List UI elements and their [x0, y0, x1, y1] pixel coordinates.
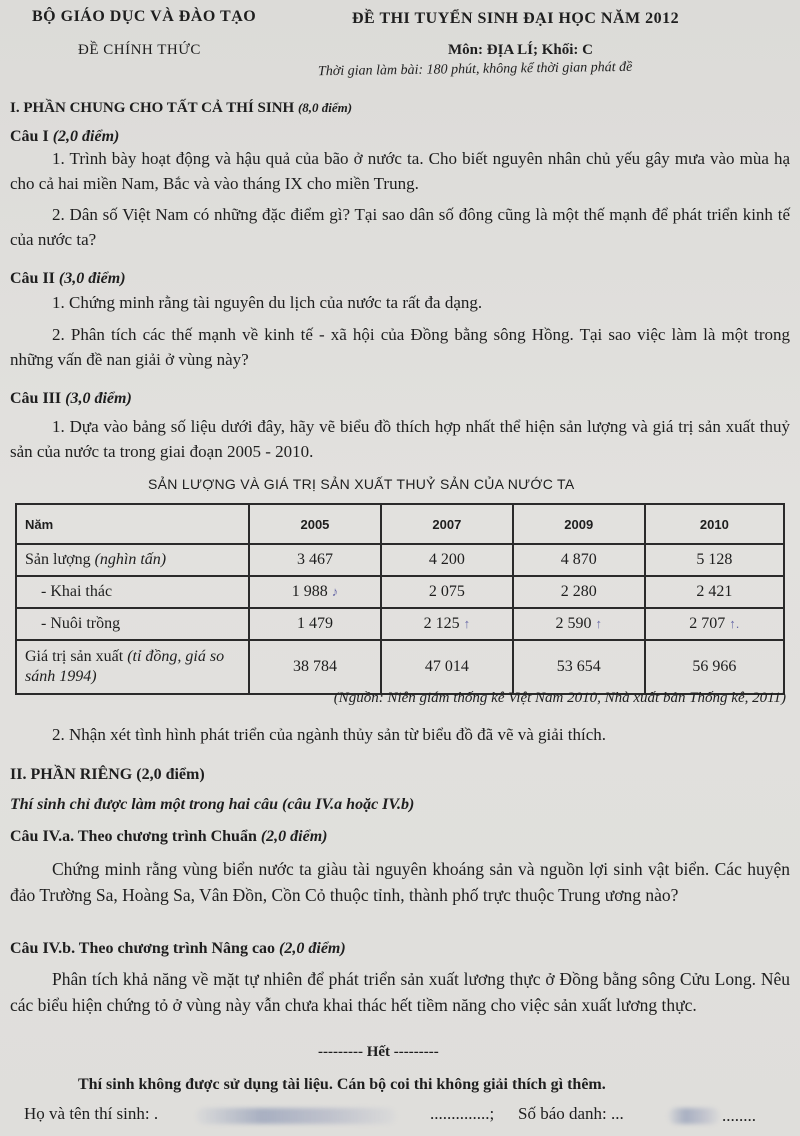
table-cell: 2 125 ↑ — [381, 608, 513, 640]
q4b-title: Câu IV.b. Theo chương trình Nâng cao — [10, 940, 276, 957]
row-label: Sản lượng (nghìn tấn) — [16, 544, 249, 576]
exam-title: ĐỀ THI TUYỂN SINH ĐẠI HỌC NĂM 2012 — [352, 10, 680, 27]
candidate-name-dots: ..............; — [430, 1104, 495, 1123]
redacted-name — [196, 1108, 396, 1124]
table-row — [16, 576, 784, 608]
table-row — [16, 608, 784, 640]
table-cell: 2 590 ↑ — [513, 608, 645, 640]
part1-heading — [10, 100, 352, 117]
exam-note: Thí sinh không được sử dụng tài liệu. Cán bộ coi thi không giải thích gì thêm. — [78, 1076, 606, 1093]
q1-points: (2,0 điểm) — [52, 128, 120, 145]
table-header-row — [16, 504, 784, 544]
q3-item1: 1. Dựa vào bảng số liệu dưới đây, hãy vẽ biểu đồ thích hợp nhất thể hiện sản lượng và giá trị sản xuất thuỷ sản của nước ta trong giai đoạn 2005 - 2010. — [10, 417, 790, 461]
part2-title: II. PHẦN RIÊNG — [10, 766, 133, 783]
ministry-name: BỘ GIÁO DỤC VÀ ĐÀO TẠO — [32, 8, 257, 25]
q1-title: Câu I — [10, 128, 49, 145]
q2-points: (3,0 điểm) — [58, 270, 126, 287]
table-source: (Nguồn: Niên giám thống kê Việt Nam 2010, Nhà xuất bản Thống kê, 2011) — [333, 690, 786, 706]
part1-points: (8,0 điểm) — [297, 100, 353, 115]
table-title: SẢN LƯỢNG VÀ GIÁ TRỊ SẢN XUẤT THUỶ SẢN CỦA NƯỚC TA — [148, 476, 575, 492]
row-label: - Khai thác — [16, 576, 249, 608]
part1-title: I. PHẦN CHUNG CHO TẤT CẢ THÍ SINH — [10, 100, 295, 116]
q4a-heading — [10, 828, 328, 846]
q1-item2: 2. Dân số Việt Nam có những đặc điểm gì? Tại sao dân số đông cũng là một thế mạnh để phát triển kinh tế của nước ta? — [10, 205, 790, 249]
q3-item2: 2. Nhận xét tình hình phát triển của ngành thủy sản từ biểu đồ đã vẽ và giải thích. — [52, 725, 607, 744]
q2-title: Câu II — [10, 270, 55, 287]
table-header-cell: 2007 — [381, 504, 513, 544]
end-marker: --------- Hết --------- — [318, 1044, 439, 1060]
row-label: Giá trị sản xuất (tỉ đồng, giá so sánh 1994) — [16, 640, 249, 694]
part2-instruction: Thí sinh chỉ được làm một trong hai câu (câu IV.a hoặc IV.b) — [10, 796, 415, 813]
q4b-points: (2,0 điểm) — [279, 940, 346, 957]
table-header-cell: Năm — [16, 504, 249, 544]
table-cell: 2 421 — [645, 576, 784, 608]
table-cell: 2 075 — [381, 576, 513, 608]
pen-mark: ↑. — [729, 616, 740, 631]
official-label: ĐỀ CHÍNH THỨC — [78, 42, 201, 58]
table-cell: 1 988 ♪ — [249, 576, 381, 608]
subject-line: Môn: ĐỊA LÍ; Khối: C — [448, 42, 594, 58]
table-cell: 2 280 — [513, 576, 645, 608]
q4b-heading — [10, 940, 346, 958]
q2-item1: 1. Chứng minh rằng tài nguyên du lịch của nước ta rất đa dạng. — [52, 293, 483, 312]
table-cell: 4 200 — [381, 544, 513, 576]
time-line: Thời gian làm bài: 180 phút, không kể thời gian phát đề — [317, 59, 633, 80]
q3-title: Câu III — [10, 390, 62, 407]
q3-heading — [10, 386, 132, 412]
q2-item2: 2. Phân tích các thế mạnh về kinh tế - xã hội của Đồng bằng sông Hồng. Tại sao việc làm là một trong những vấn đề nan giải ở vùng này? — [10, 325, 790, 369]
table-row — [16, 544, 784, 576]
pen-mark: ↑ — [463, 616, 471, 631]
q1-item1: 1. Trình bày hoạt động và hậu quả của bão ở nước ta. Cho biết nguyên nhân chủ yếu gây mưa vào mùa hạ cho cả hai miền Nam, Bắc và vào tháng IX cho miền Trung. — [10, 149, 790, 193]
table-header-cell: 2005 — [249, 504, 381, 544]
table-header-cell: 2010 — [645, 504, 784, 544]
table-cell: 3 467 — [249, 544, 381, 576]
q4a-points: (2,0 điểm) — [260, 828, 328, 845]
q2-heading — [10, 266, 126, 292]
q3-points: (3,0 điểm) — [65, 390, 132, 407]
table-cell: 4 870 — [513, 544, 645, 576]
row-label: - Nuôi trồng — [16, 608, 249, 640]
redacted-id — [668, 1108, 720, 1124]
candidate-id-label: Số báo danh: ... — [518, 1104, 624, 1123]
part2-heading — [10, 766, 205, 784]
table-cell: 1 479 — [249, 608, 381, 640]
q4a-text: Chứng minh rằng vùng biển nước ta giàu tài nguyên khoáng sản và nguồn lợi sinh vật biển. Các huyện đảo Trường Sa, Hoàng Sa, Vân Đồn, Cồn Cỏ thuộc tỉnh, thành phố trực thuộc Trung ương nào? — [10, 859, 790, 905]
table-cell: 47 014 — [381, 640, 513, 694]
table-header-cell: 2009 — [513, 504, 645, 544]
table-cell: 38 784 — [249, 640, 381, 694]
part2-points: (2,0 điểm) — [136, 766, 205, 783]
table-cell: 5 128 — [645, 544, 784, 576]
candidate-id-dots: ........ — [722, 1106, 756, 1125]
table-cell: 53 654 — [513, 640, 645, 694]
pen-mark: ♪ — [331, 584, 339, 599]
fisheries-table — [15, 503, 785, 695]
table-row — [16, 640, 784, 694]
q4b-text: Phân tích khả năng về mặt tự nhiên để phát triển sản xuất lương thực ở Đồng bằng sông Cửu Long. Nêu các biểu hiện chứng tỏ ở vùng này vẫn chưa khai thác hết tiềm năng cho việc sản xuất lương thực. — [10, 969, 790, 1015]
q4a-title: Câu IV.a. Theo chương trình Chuẩn — [10, 828, 257, 845]
candidate-name-label: Họ và tên thí sinh: . — [24, 1104, 159, 1123]
table-cell: 56 966 — [645, 640, 784, 694]
table-cell: 2 707 ↑. — [645, 608, 784, 640]
pen-mark: ↑ — [595, 616, 602, 631]
